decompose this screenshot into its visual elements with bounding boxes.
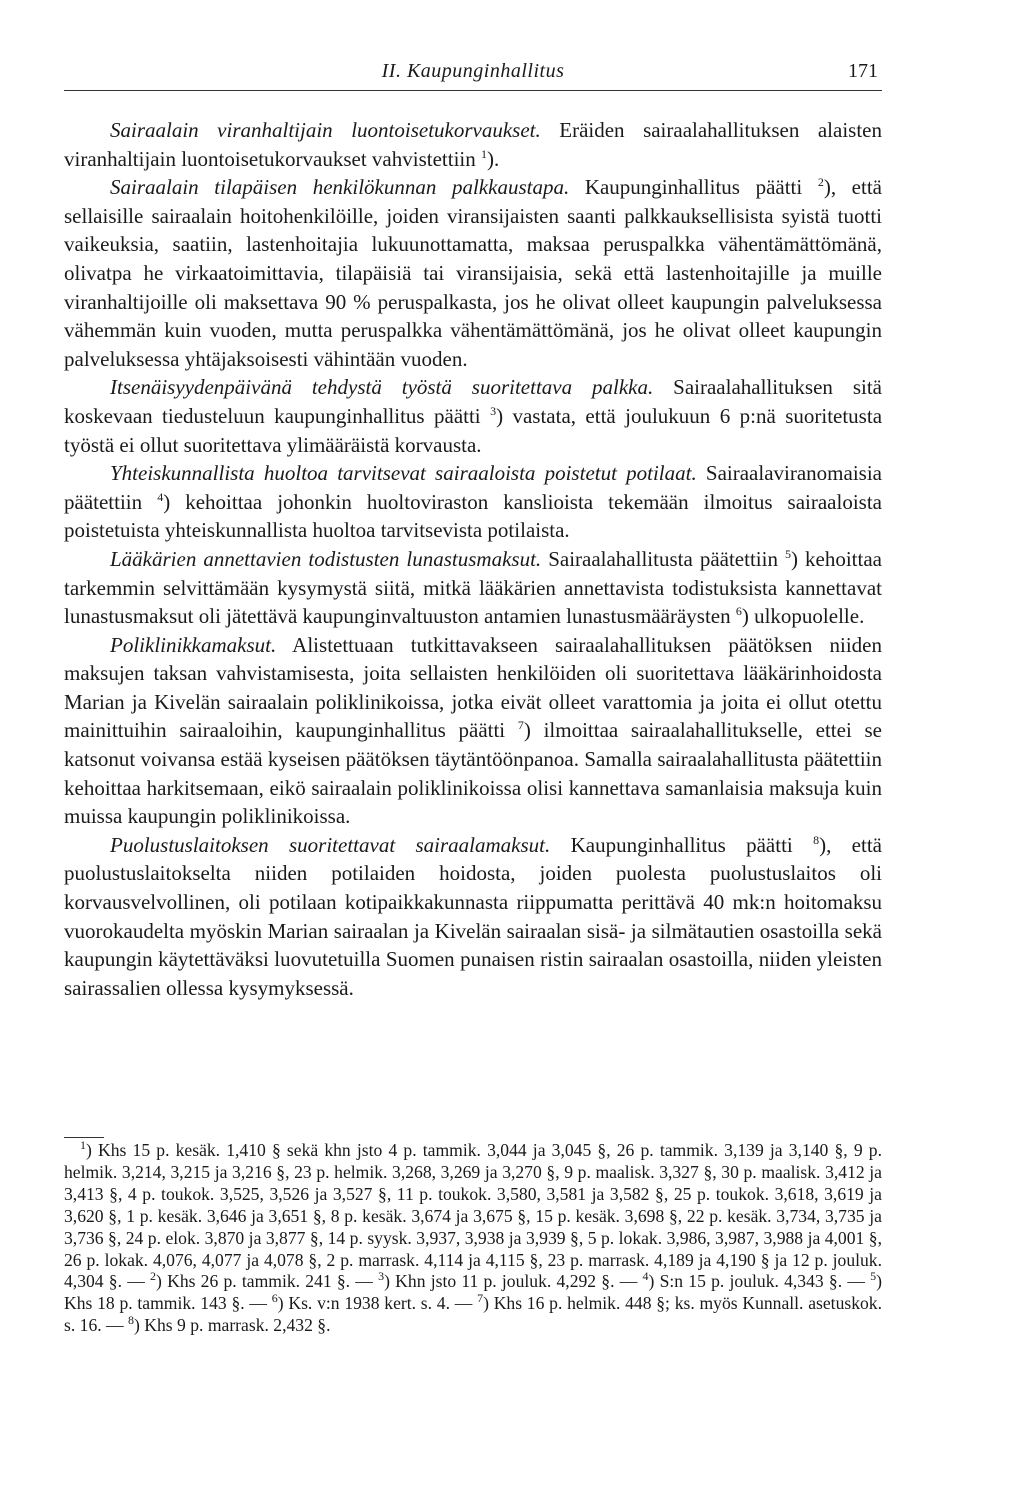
section-heading: Lääkärien annettavien todistusten lunastusmaksut.	[110, 546, 542, 571]
section-heading: Sairaalain tilapäisen henkilökunnan palkkaustapa.	[110, 175, 570, 200]
running-head: II. Kaupunginhallitus	[381, 60, 565, 82]
paragraph-text: ), että sellaisille sairaalain hoitohenkilöille, joiden viransijaisten saanti palkkauksellisista syistä tuotti vaikeuksia, saatiin, lastenhoitajia lukuunottamatta, maksaa peruspalkka vähentämättömänä, olivatpa he virkaatoimittavia, tilapäisiä tai viransijaisia, sekä että lastenhoitajille ja muille viranhaltijoille oli maksettava 90 % peruspalkasta, jos he olivat olleet kaupungin palveluksessa vähemmän kuin vuoden, mutta peruspalkka vähentämättömänä, jos he olivat olleet kaupungin palveluksessa yhtäjaksoisesti vähintään vuoden.	[64, 175, 882, 371]
paragraph-text: Kaupunginhallitus päätti	[569, 175, 818, 200]
paragraph-tilapaisen-henkilokunnan-palkkaustapa	[64, 173, 882, 373]
footnote-text	[64, 1140, 882, 1337]
paragraph-text: ) ulkopuolelle.	[741, 604, 865, 629]
section-heading: Yhteiskunnallista huoltoa tarvitsevat sairaaloista poistetut potilaat.	[110, 461, 697, 486]
paragraph-puolustuslaitoksen-sairaalamaksut	[64, 831, 882, 1003]
footnote-ref: 5	[785, 546, 791, 561]
paragraph-itsenaisyydenpaiva-palkka	[64, 373, 882, 459]
section-heading: Puolustuslaitoksen suoritettavat sairaalamaksut.	[110, 832, 551, 857]
paragraph-text: ).	[487, 146, 500, 171]
footnote-marker: 2	[150, 1269, 157, 1284]
paragraph-text: Eräiden sairaalahallituksen alaisten viranhaltijain luontoisetukorvaukset vahvistettiin	[64, 118, 882, 171]
paragraph-text: Sairaalahallitusta päätettiin	[541, 546, 785, 571]
footnotes	[64, 1140, 882, 1337]
footnote-ref: 4	[157, 489, 164, 504]
footnote-7: ) Khs 16 p. helmik. 448 §; ks. myös Kunnall. asetuskok. s. 16. —	[64, 1293, 882, 1336]
paragraph-poistetut-potilaat	[64, 459, 882, 545]
paragraph-viranhaltijain-luontoisetukorvaukset	[64, 116, 882, 173]
page-number: 171	[848, 60, 878, 82]
paragraph-text: ) kehoittaa tarkemmin selvittämään kysymystä siitä, mitkä lääkärien annettavista todistuksista kannettavat lunastusmaksut oli jätettävä kaupunginvaltuuston antamien lunastusmääräysten	[64, 546, 882, 629]
paragraph-text: ) ilmoittaa sairaalahallitukselle, ettei se katsonut voivansa estää kyseisen päätöksen täytäntöönpanoa. Samalla sairaalahallitusta päätettiin kehoittaa harkitsemaan, eikö sairaalain poliklinikoissa olisi kannettava samanlaisia maksuja kuin muissa kaupungin poliklinikoissa.	[64, 718, 882, 829]
footnote-marker: 6	[271, 1291, 278, 1306]
paragraph-text: ), että puolustuslaitokselta niiden potilaiden hoidosta, joiden puolesta puolustuslaitos oli korvausvelvollinen, oli potilaan kotipaikkakunnasta riippumatta perittävä 40 mk:n hoitomaksu vuorokaudelta myöskin Marian sairaalan ja Kivelän sairaalan sisä- ja silmätautien osastoilla sekä kaupungin käytettäväksi luovutetuilla Suomen punaisen ristin sairaalan osastoilla, niiden yleisten sairassalien ollessa kysymyksessä.	[64, 832, 882, 1000]
footnote-marker: 7	[477, 1291, 484, 1306]
section-heading: Poliklinikkamaksut.	[110, 632, 277, 657]
footnote-marker: 8	[128, 1313, 135, 1328]
body-text	[64, 116, 882, 1002]
footnote-marker: 5	[870, 1269, 877, 1284]
footnote-3: ) Khn jsto 11 p. jouluk. 4,292 §. —	[384, 1271, 643, 1292]
paragraph-poliklinikkamaksut	[64, 631, 882, 831]
footnote-6: ) Ks. v:n 1938 kert. s. 4. —	[277, 1293, 478, 1314]
footnote-ref: 2	[817, 175, 824, 190]
paragraph-text: Alistettuaan tutkittavakseen sairaalahallituksen päätöksen niiden maksujen taksan vahvistamisesta, joita sellaisten henkilöiden oli suoritettava lääkärinhoidosta Marian ja Kivelän sairaalain poliklinikoissa, jotka eivät olleet varattomia ja joita ei ollut otettu mainittuihin sairaaloihin, kaupunginhallitus päätti	[64, 632, 882, 743]
footnote-ref: 3	[490, 403, 497, 418]
footnote-2: ) Khs 26 p. tammik. 241 §. —	[156, 1271, 379, 1292]
paragraph-todistusten-lunastusmaksut	[64, 545, 882, 631]
footnote-marker: 3	[378, 1269, 385, 1284]
paragraph-text: ) kehoittaa johonkin huoltoviraston kanslioista tekemään ilmoitus sairaaloista poistetuista yhteiskunnallista huoltoa tarvitsevista potilaista.	[64, 489, 882, 543]
paragraph-text: Kaupunginhallitus päätti	[550, 832, 814, 857]
paragraph-text: Sairaalahallituksen sitä koskevaan tiedusteluun kaupunginhallitus päätti	[64, 375, 882, 428]
footnote-8: ) Khs 9 p. marrask. 2,432 §.	[134, 1315, 331, 1336]
footnote-ref: 7	[517, 718, 524, 733]
footnote-1: ) Khs 15 p. kesäk. 1,410 § sekä khn jsto 4 p. tammik. 3,044 ja 3,045 §, 26 p. tammik. 3,139 ja 3,140 §, 9 p. helmik. 3,214, 3,215 ja 3,216 §, 23 p. helmik. 3,268, 3,269 ja 3,270 §, 9 p. maalisk. 3,327 §, 30 p. maalisk. 3,412 ja 3,413 §, 4 p. toukok. 3,525, 3,526 ja 3,527 §, 11 p. toukok. 3,580, 3,581 ja 3,582 §, 25 p. toukok. 3,618, 3,619 ja 3,620 §, 1 p. kesäk. 3,646 ja 3,651 §, 8 p. kesäk. 3,674 ja 3,675 §, 15 p. kesäk. 3,698 §, 22 p. kesäk. 3,734, 3,735 ja 3,736 §, 24 p. elok. 3,870 ja 3,877 §, 14 p. syysk. 3,937, 3,938 ja 3,939 §, 5 p. lokak. 3,986, 3,987, 3,988 ja 4,001 §, 26 p. lokak. 4,076, 4,077 ja 4,078 §, 2 p. marrask. 4,114 ja 4,115 §, 23 p. marrask. 4,189 ja 4,190 § ja 12 p. jouluk. 4,304 §. —	[64, 1140, 882, 1292]
paragraph-text: Sairaalaviranomaisia päätettiin	[64, 461, 882, 514]
footnote-marker: 4	[642, 1269, 649, 1284]
footnote-ref: 1	[481, 146, 488, 161]
footnote-ref: 8	[813, 832, 820, 847]
footnote-marker: 1	[80, 1138, 86, 1153]
section-heading: Sairaalain viranhaltijain luontoisetukorvaukset.	[110, 118, 541, 142]
page-header	[64, 60, 882, 91]
footnote-ref: 6	[735, 604, 742, 619]
paragraph-text: ) vastata, että joulukuun 6 p:nä suoritetusta työstä ei ollut suoritettava ylimääräistä korvausta.	[64, 403, 883, 457]
footnote-5: ) Khs 18 p. tammik. 143 §. —	[64, 1271, 882, 1314]
footnote-4: ) S:n 15 p. jouluk. 4,343 §. —	[648, 1271, 871, 1292]
section-heading: Itsenäisyydenpäivänä tehdystä työstä suoritettava palkka.	[110, 375, 654, 400]
